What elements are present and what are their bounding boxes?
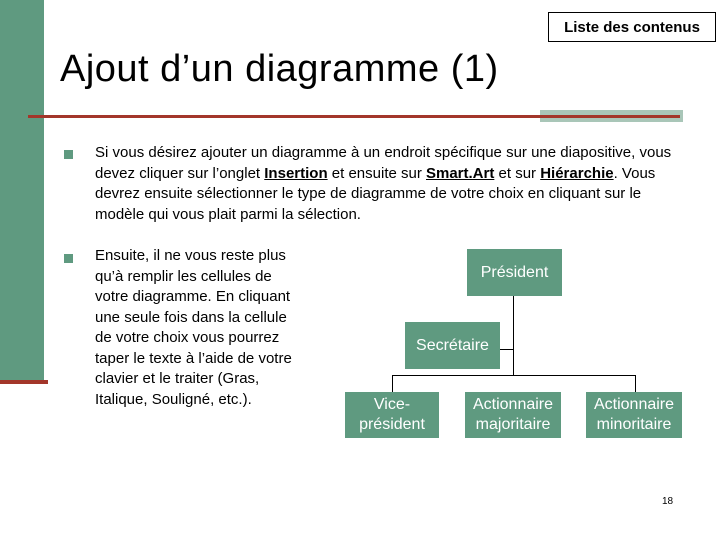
org-box-president[interactable]: Président <box>467 249 562 296</box>
slide-title: Ajout d’un diagramme (1) <box>60 48 499 90</box>
left-accent-bar-edge <box>0 380 48 384</box>
bullet-2-text: Ensuite, il ne vous reste plus qu’à remplir les cellules de votre diagramme. En cliquant une seule fois dans la cellule de votre choix vous pourrez taper le texte à l’aide de votre clavier et le traiter (Gras, Italique, Souligné, etc.). <box>95 247 292 408</box>
connector-line <box>392 375 393 392</box>
org-box-secretary[interactable]: Secrétaire <box>405 322 500 369</box>
bullet-marker <box>64 150 73 159</box>
connector-line <box>513 296 514 350</box>
connector-line <box>635 375 636 392</box>
table-of-contents-button[interactable]: Liste des contenus <box>548 12 716 42</box>
org-box-vice-president[interactable]: Vice-président <box>345 392 439 438</box>
connector-line <box>513 349 514 376</box>
smartart-link: Smart.Art <box>426 164 495 182</box>
bullet-marker <box>64 254 73 263</box>
bullet-1-text: Si vous désirez ajouter un diagramme à un endroit spécifique sur une diapositive, vous devez cliquer sur l’onglet Insertion et ensuite sur Smart.Art et sur Hiérarchie. Vous devrez ensuite sélectionner le type de diagramme de votre choix en cliquant sur le modèle qui vous plait parmi la sélection. <box>95 144 672 223</box>
page-number: 18 <box>662 496 674 507</box>
title-rule <box>28 115 680 118</box>
org-box-majority-shareholder[interactable]: Actionnaire majoritaire <box>465 392 561 438</box>
connector-line <box>392 375 636 376</box>
org-box-minority-shareholder[interactable]: Actionnaire minoritaire <box>586 392 682 438</box>
insertion-link: Insertion <box>264 164 328 182</box>
left-accent-bar <box>0 0 44 380</box>
left-accent-divider <box>44 0 48 380</box>
hierarchie-link: Hiérarchie <box>540 164 614 182</box>
